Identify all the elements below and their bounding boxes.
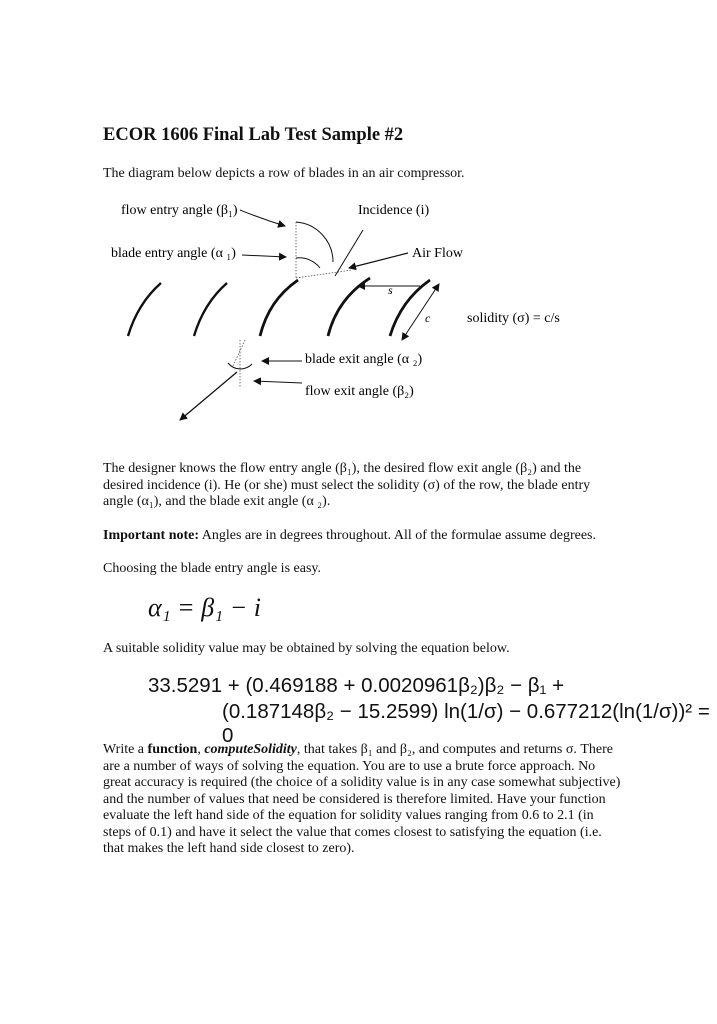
- flow-exit-arrow: [180, 372, 237, 420]
- solidity-equation-line-1: 33.5291 + (0.469188 + 0.0020961β₂)β₂ − β₁ +: [148, 674, 565, 697]
- flow-exit-leader-arrow: [254, 381, 302, 383]
- blade-entry-angle-label: blade entry angle (α ₁): [111, 246, 236, 261]
- task-text-2: ,: [197, 742, 205, 757]
- solidity-intro-text: A suitable solidity value may be obtained by solving the equation below.: [103, 641, 510, 656]
- c-dimension-line: [402, 284, 439, 340]
- intro-text: The diagram below depicts a row of blades in an air compressor.: [103, 166, 465, 181]
- task-paragraph: [103, 742, 623, 858]
- task-text-3: , that takes β₁ and β₂, and computes and returns σ. There are a number of ways of solving the equation. You are to use a brute force approach. No great accuracy is required (the choice of a solidity value is in any case somewhat subjective) and the number of values that need be considered is therefore limited. Have your function evaluate the left hand side of the equation for solidity values ranging from 0.6 to 2.1 (in steps of 0.1) and have it select the value that comes closest to satisfying the equation (i.e. that makes the left hand side closest to zero).: [103, 742, 621, 856]
- flow-entry-leader-arrow: [240, 210, 285, 226]
- air-flow-arrow: [349, 253, 408, 268]
- blade-entry-leader-arrow: [242, 255, 286, 257]
- incidence-line: [335, 230, 363, 276]
- page-title: ECOR 1606 Final Lab Test Sample #2: [103, 125, 404, 145]
- blade-3: [260, 280, 298, 336]
- chord-line: [296, 270, 352, 278]
- blade-4: [328, 278, 370, 336]
- solidity-label: solidity (σ) = c/s: [467, 311, 560, 326]
- air-flow-label: Air Flow: [412, 246, 463, 261]
- blade-2: [194, 283, 227, 336]
- flow-exit-angle-label: flow exit angle (β₂): [305, 384, 414, 399]
- task-function-name: computeSolidity: [204, 742, 297, 757]
- designer-paragraph: The designer knows the flow entry angle (β₁), the desired flow exit angle (β₂) and the desired incidence (i). He (or she) must select the solidity (σ) of the row, the blade entry angle (α₁), and the blade exit angle (α ₂).: [103, 461, 591, 509]
- incidence-label: Incidence (i): [358, 203, 430, 218]
- flow-entry-angle-arc: [296, 222, 333, 262]
- important-note: [103, 527, 596, 544]
- task-function-word: function: [147, 742, 198, 757]
- blade-exit-angle-label: blade exit angle (α ₂): [305, 352, 423, 367]
- important-note-text: Angles are in degrees throughout. All of the formulae assume degrees.: [199, 528, 596, 543]
- flow-entry-angle-label: flow entry angle (β₁): [121, 203, 238, 218]
- compressor-blade-diagram: [0, 190, 717, 430]
- important-note-label: Important note:: [103, 528, 200, 543]
- blade-entry-angle-arc: [296, 258, 320, 268]
- s-label: s: [388, 283, 393, 297]
- blade-1: [128, 283, 161, 336]
- solidity-equation-line-2: (0.187148β₂ − 15.2599) ln(1/σ) − 0.677212(ln(1/σ))² = 0: [222, 700, 710, 747]
- choosing-text: Choosing the blade entry angle is easy.: [103, 561, 321, 576]
- c-label: c: [425, 311, 431, 325]
- task-text-1: Write a: [103, 742, 148, 757]
- blade-exit-tangent-line: [233, 340, 245, 366]
- blade-entry-equation: α₁ = β₁ − i: [148, 593, 261, 622]
